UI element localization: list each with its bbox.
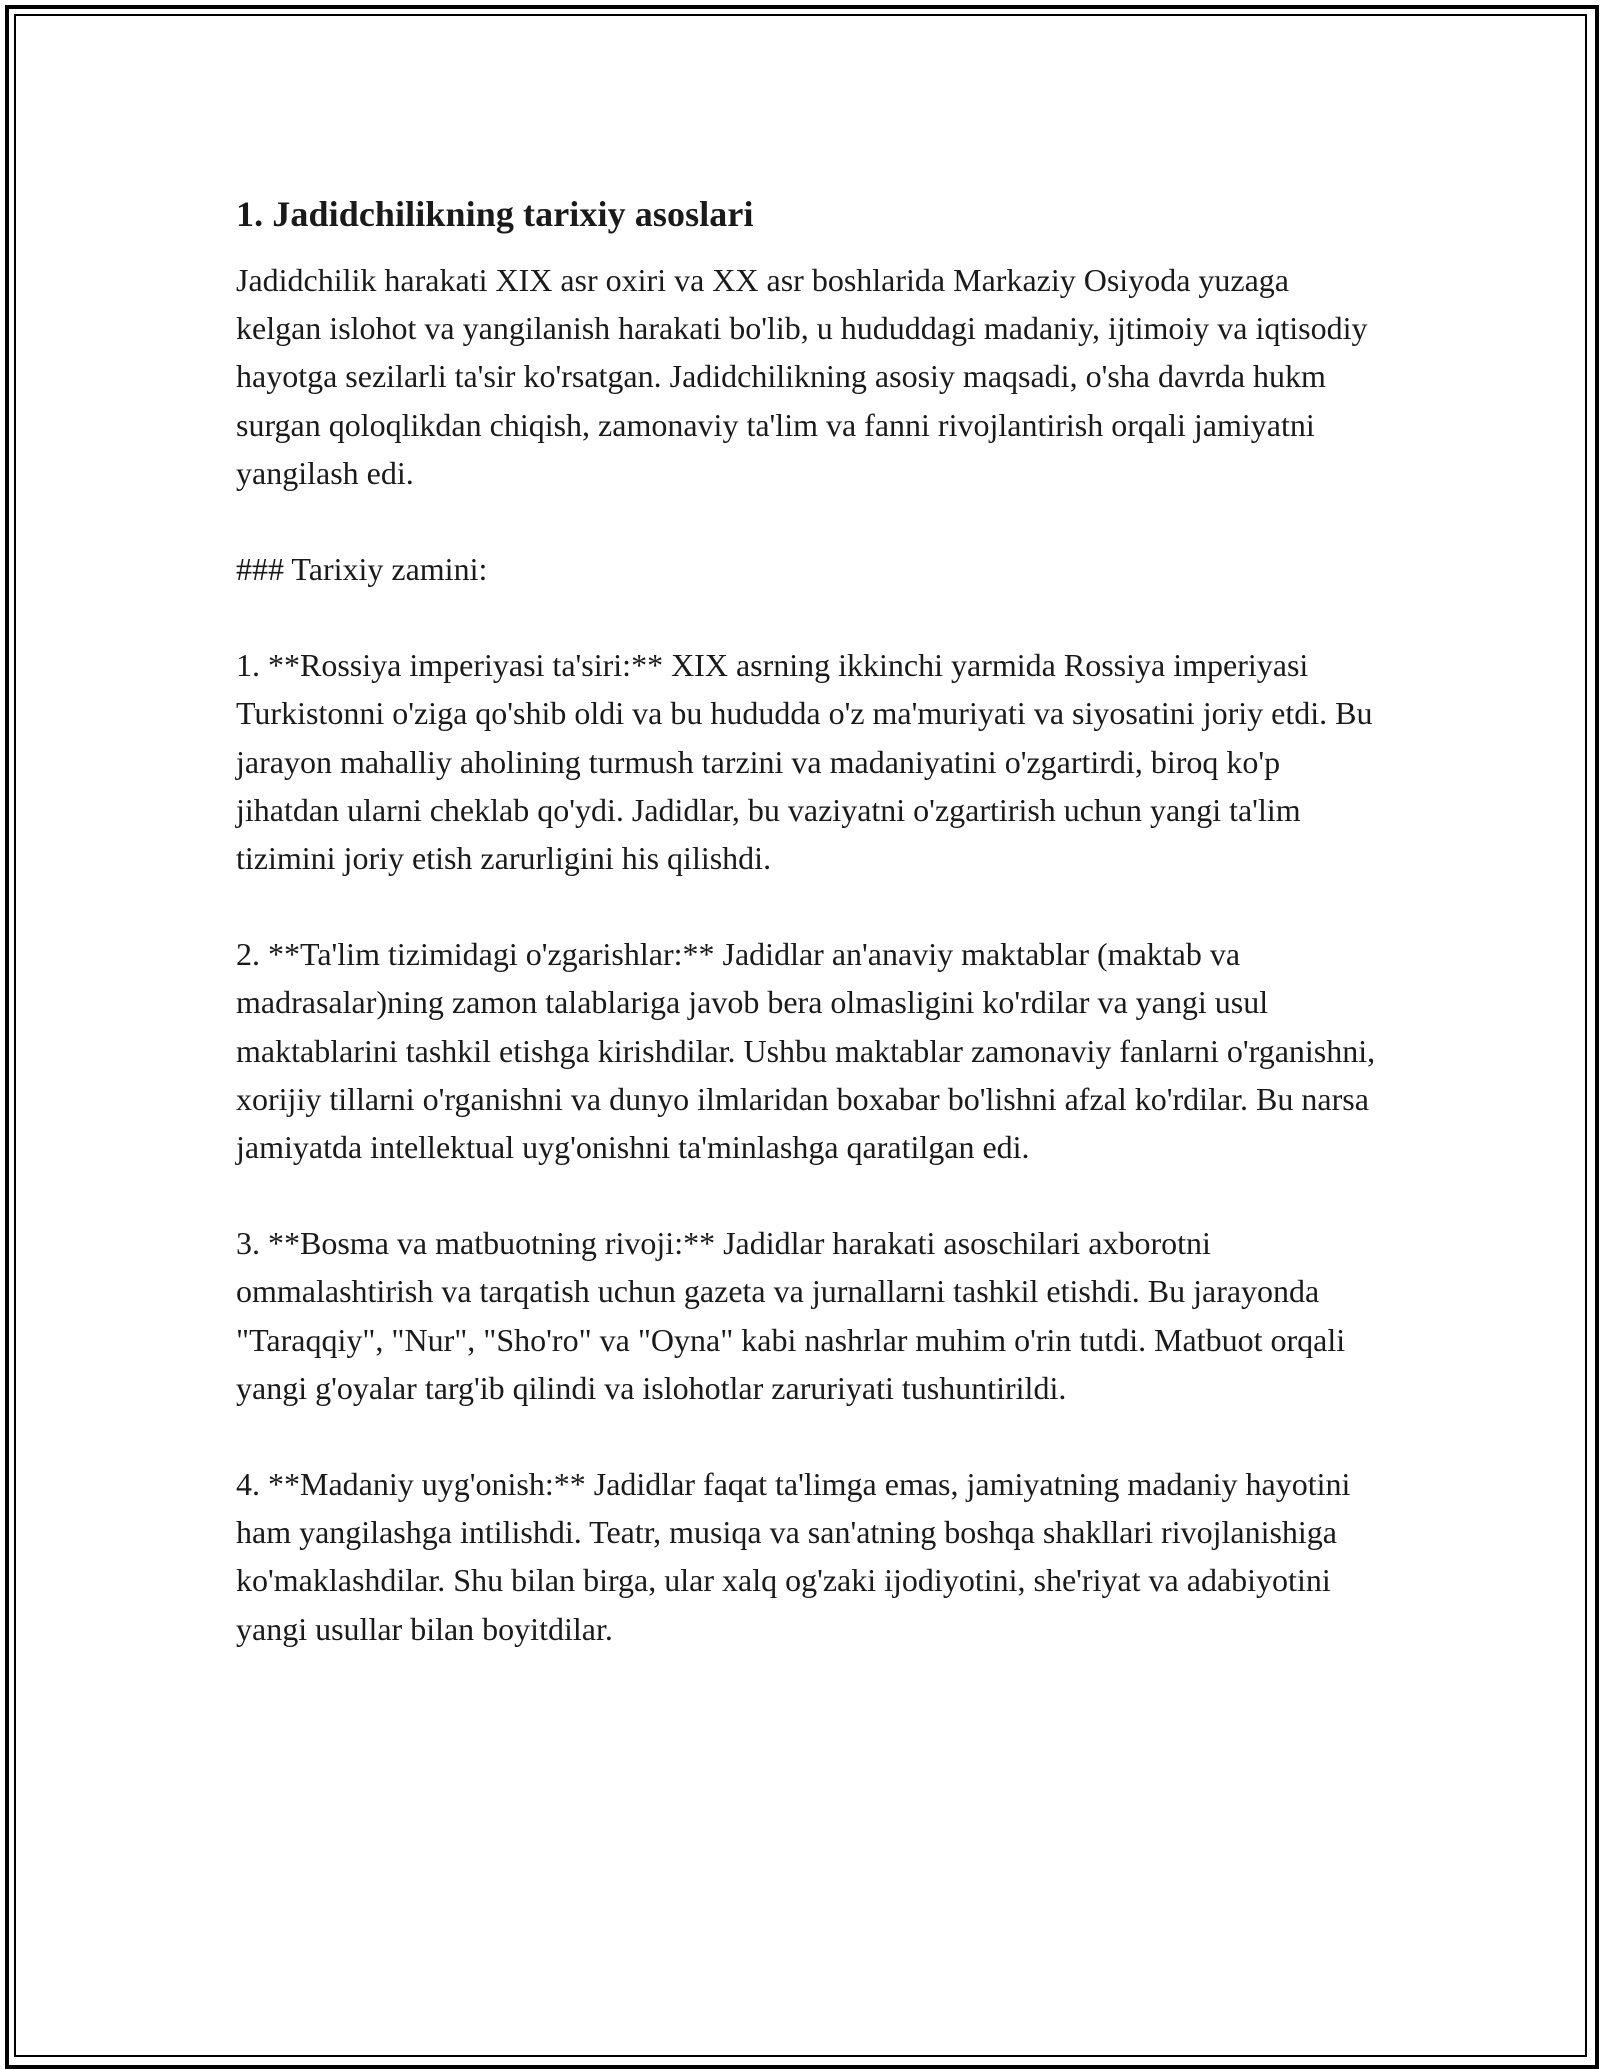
list-item: 1. **Rossiya imperiyasi ta'siri:** XIX asrning ikkinchi yarmida Rossiya imperiyasi Turkistonni o'ziga qo'shib oldi va bu hududda o'z ma'muriyati va siyosatini joriy etdi. Bu jarayon mahalliy aholining turmush tarzini va madaniyatini o'zgartirdi, biroq ko'p jihatdan ularni cheklab qo'ydi. Jadidlar, bu vaziyatni o'zgartirish uchun yangi ta'lim tizimini joriy etish zarurligini his qilishdi. [236,647,1373,877]
list-item: 3. **Bosma va matbuotning rivoji:** Jadidlar harakati asoschilari axborotni ommalashtirish va tarqatish uchun gazeta va jurnallarni tashkil etishdi. Bu jarayonda "Taraqqiy", "Nur", "Sho'ro" va "Oyna" kabi nashrlar muhim o'rin tutdi. Matbuot orqali yangi g'oyalar targ'ib qilindi va islohotlar zaruriyati tushuntirildi. [236,1225,1346,1406]
section-heading: 1. Jadidchilikning tarixiy asoslari [236,194,754,234]
intro-paragraph: Jadidchilik harakati XIX asr oxiri va XX asr boshlarida Markaziy Osiyoda yuzaga kelgan islohot va yangilanish harakati bo'lib, u hududdagi madaniy, ijtimoiy va iqtisodiy hayotga sezilarli ta'sir ko'rsatgan. Jadidchilikning asosiy maqsadi, o'sha davrda hukm surgan qoloqlikdan chiqish, zamonaviy ta'lim va fanni rivojlantirish orqali jamiyatni yangilash edi. [236,262,1368,491]
list-item: 4. **Madaniy uyg'onish:** Jadidlar faqat ta'limga emas, jamiyatning madaniy hayotini ham yangilashga intilishdi. Teatr, musiqa va san'atning boshqa shakllari rivojlanishiga ko'maklashdilar. Shu bilan birga, ular xalq og'zaki ijodiyotini, she'riyat va adabiyotini yangi usullar bilan boyitdilar. [236,1466,1351,1647]
subheading: ### Tarixiy zamini: [236,551,488,588]
list-item: 2. **Ta'lim tizimidagi o'zgarishlar:** Jadidlar an'anaviy maktablar (maktab va madrasalar)ning zamon talablariga javob bera olmasligini ko'rdilar va yangi usul maktablarini tashkil etishga kirishdilar. Ushbu maktablar zamonaviy fanlarni o'rganishni, xorijiy tillarni o'rganishni va dunyo ilmlaridan boxabar bo'lishni afzal ko'rdilar. Bu narsa jamiyatda intellektual uyg'onishni ta'minlashga qaratilgan edi. [236,936,1376,1166]
document-body [236,186,1376,1653]
